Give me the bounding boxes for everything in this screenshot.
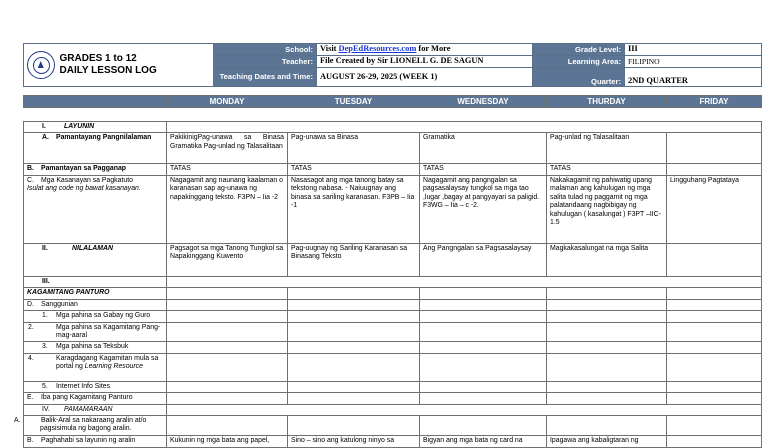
balik-aral-label: Balik-Aral sa nakaraang aralin at/o pagsisimula ng bagong aralin. <box>40 417 147 433</box>
day-header-row <box>24 96 762 108</box>
row-gabay-ng-guro: 1. Mga pahina sa Gabay ng Guro <box>24 311 762 322</box>
learning-resource-label: Learning Resource <box>84 363 143 371</box>
row-pamamaraan: IV. PAMAMARAAN <box>24 404 762 415</box>
row-iba-pang-kagamitan: E. Iba pang Kagamitang Panturo <box>24 393 762 404</box>
learning-area-value: FILIPINO <box>625 56 762 68</box>
cell-b-wednesday: TATAS <box>420 164 547 175</box>
cell-c-friday: Lingguhang Pagtataya <box>667 175 762 243</box>
layunin-label: LAYUNIN <box>64 123 95 130</box>
cell-fb-monday: Kukunin ng mga bata ang papel, <box>167 435 288 447</box>
teaching-dates-value: AUGUST 26-29, 2025 (WEEK 1) <box>317 68 533 87</box>
cell-b-thursday: TATAS <box>547 164 667 175</box>
document-title <box>58 44 214 87</box>
day-monday: MONDAY <box>167 96 288 108</box>
row-teksbuk: 3. Mga pahina sa Teksbuk <box>24 342 762 353</box>
nilalaman-label: NILALAMAN <box>72 244 113 252</box>
row-karagdagang-kagamitan: 4. Karagdagang Kagamitan mula sa portal ng Learning Resource <box>24 353 762 381</box>
row-paghahabi: B. Paghahabi sa layunin ng aralin Kukunin ng mga bata ang papel, Sino – sino ang katulong ninyo sa Bigyan ang mga bata ng card na Ipagawa ang kabaligtaran ng <box>24 435 762 447</box>
internet-info-sites-label: Internet Info Sites <box>56 382 111 390</box>
title-line-1: GRADES 1 to 12 <box>59 53 137 64</box>
cell-ii-monday: Pagsagot sa mga Tanong Tungkol sa Napakinggang Kuwento <box>167 243 288 276</box>
cell-b-monday: TATAS <box>167 164 288 175</box>
cell-c-thursday: Nakakagamit ng pahiwatig upang malaman ang kahulugan ng mga salita tulad ng paggamit ng mga palatandaang nagbibigay ng kahulugan ( kasalungat ) F3PT –IIC-1.5 <box>547 175 667 243</box>
pamantayan-sa-pagganap-label: Pamantayan sa Pagganap <box>41 165 127 173</box>
quarter-label: Quarter: <box>533 68 625 87</box>
cell-b-tuesday: TATAS <box>288 164 420 175</box>
school-value: Visit DepEdResources.com for More <box>317 44 533 56</box>
mga-kasanayan-label: Mga Kasanayan sa Pagkatuto <box>41 176 133 184</box>
lesson-log-table <box>14 95 761 448</box>
learning-area-label: Learning Area: <box>533 56 625 68</box>
lesson-log-header <box>23 43 761 86</box>
pamamaraan-label: PAMAMARAAN <box>64 405 113 413</box>
cell-a-monday: PakikinigPag-unawa sa Binasa Gramatika Pag-unlad ng Talasalitaan <box>167 133 288 164</box>
day-header-blank <box>24 96 167 108</box>
mga-kasanayan-sublabel: Isulat ang code ng bawat kasanayan. <box>27 185 141 193</box>
gabay-ng-guro-label: Mga pahina sa Gabay ng Guro <box>56 312 151 320</box>
karagdagang-kagamitan-label: Karagdagang Kagamitan mula sa portal ng <box>56 354 159 371</box>
row-layunin: I. LAYUNIN <box>24 122 762 133</box>
day-friday: FRIDAY <box>667 96 762 108</box>
cell-fb-wednesday: Bigyan ang mga bata ng card na <box>420 435 547 447</box>
kagamitang-pang-mag-aaral-label: Mga pahina sa Kagamitang Pang-mag-aaral <box>56 323 161 339</box>
row-balik-aral: A. Balik-Aral sa nakaraang aralin at/o pagsisimula ng bagong aralin. <box>24 416 762 436</box>
row-kagamitang-pang-mag-aaral: 2. Mga pahina sa Kagamitang Pang-mag-aaral <box>24 322 762 342</box>
cell-a-thursday: Pag-unlad ng Talasalitaan <box>547 133 667 164</box>
cell-a-wednesday: Gramatika <box>420 133 547 164</box>
sanggunian-label: Sanggunian <box>41 300 78 308</box>
cell-ii-friday <box>667 243 762 276</box>
teacher-label: Teacher: <box>214 56 317 68</box>
cell-a-friday <box>667 133 762 164</box>
row-iii: III. <box>24 276 762 287</box>
cell-c-wednesday: Nagagamit ang pangngalan sa pagsasalaysay tungkol sa mga tao ,lugar ,bagay at pangyayari sa paligid. F3WG – Iia – c -2. <box>420 175 547 243</box>
day-tuesday: TUESDAY <box>288 96 420 108</box>
cell-a-tuesday: Pag-unawa sa Binasa <box>288 133 420 164</box>
title-line-2: DAILY LESSON LOG <box>59 65 157 76</box>
teacher-value: File Created by Sir LIONELL G. DE SAGUN <box>317 56 533 68</box>
pamantayang-pangnilalaman-label: Pamantayang Pangnilalaman <box>56 134 152 142</box>
quarter-value: 2ND QUARTER <box>625 68 762 87</box>
deped-seal-icon <box>27 51 55 79</box>
paghahabi-label: Paghahabi sa layunin ng aralin <box>41 436 136 444</box>
day-thursday: THURDAY <box>547 96 667 108</box>
cell-ii-wednesday: Ang Pangngalan sa Pagsasalaysay <box>420 243 547 276</box>
cell-c-monday: Nagagamit ang naunang kaalaman o karanasan sap ag-unawa ng napakinggang teksto. F3PN – Iia -2 <box>167 175 288 243</box>
row-pamantayan-sa-pagganap: B. Pamantayan sa Pagganap TATAS TATAS TATAS TATAS <box>24 164 762 175</box>
iba-pang-kagamitan-label: Iba pang Kagamitang Panturo <box>41 394 133 402</box>
cell-fb-friday <box>667 435 762 447</box>
day-wednesday: WEDNESDAY <box>420 96 547 108</box>
kagamitang-panturo-label: KAGAMITANG PANTURO <box>24 288 167 299</box>
row-mga-kasanayan: C. Mga Kasanayan sa Pagkatuto Isulat ang code ng bawat kasanayan. Nagagamit ang naunang kaalaman o karanasan sap ag-unawa ng napakinggang teksto. F3PN – Iia -2 Nasasagot ang mga tanong batay sa tekstong nabasa. - Naiuugnay ang binasa sa sariling karanasan. F3PB – Iia -1 Nagagamit ang pangngalan sa pagsasalaysay tungkol sa mga tao ,lugar ,bagay at pangyayari sa paligid. F3WG – Iia – c -2. Nakakagamit ng pahiwatig upang malaman ang kahulugan ng mga salita tulad ng paggamit ng mga palatandaang nagbibigay ng kahulugan ( kasalungat ) F3PT –IIC-1.5 Lingguhang Pagtataya <box>24 175 762 243</box>
row-internet-info-sites: 5. Internet Info Sites <box>24 381 762 392</box>
depedresources-link[interactable]: DepEdResources.com <box>338 44 417 54</box>
spacer-row <box>24 108 762 122</box>
row-sanggunian: D. Sanggunian <box>24 299 762 310</box>
teksbuk-label: Mga pahina sa Teksbuk <box>56 343 129 351</box>
cell-ii-tuesday: Pag-uugnay ng Sariling Karanasan sa Binasang Teksto <box>288 243 420 276</box>
cell-ii-thursday: Magkakasalungat na mga Salita <box>547 243 667 276</box>
row-kagamitang-panturo <box>24 288 762 299</box>
cell-c-tuesday: Nasasagot ang mga tanong batay sa tekstong nabasa. - Naiuugnay ang binasa sa sariling karanasan. F3PB – Iia -1 <box>288 175 420 243</box>
row-nilalaman: II. NILALAMAN Pagsagot sa mga Tanong Tungkol sa Napakinggang Kuwento Pag-uugnay ng Sariling Karanasan sa Binasang Teksto Ang Pangngalan sa Pagsasalaysay Magkakasalungat na mga Salita <box>24 243 762 276</box>
grade-level-value: III <box>625 44 762 56</box>
school-label: School: <box>214 44 317 56</box>
teaching-dates-label: Teaching Dates and Time: <box>214 68 317 87</box>
row-pamantayang-pangnilalaman: A. Pamantayang Pangnilalaman PakikinigPag-unawa sa Binasa Gramatika Pag-unlad ng Talasalitaan Pag-unawa sa Binasa Gramatika Pag-unlad ng Talasalitaan <box>24 133 762 164</box>
deped-logo-cell <box>24 44 58 87</box>
cell-fb-thursday: Ipagawa ang kabaligtaran ng <box>547 435 667 447</box>
grade-level-label: Grade Level: <box>533 44 625 56</box>
cell-fb-tuesday: Sino – sino ang katulong ninyo sa <box>288 435 420 447</box>
cell-b-friday <box>667 164 762 175</box>
